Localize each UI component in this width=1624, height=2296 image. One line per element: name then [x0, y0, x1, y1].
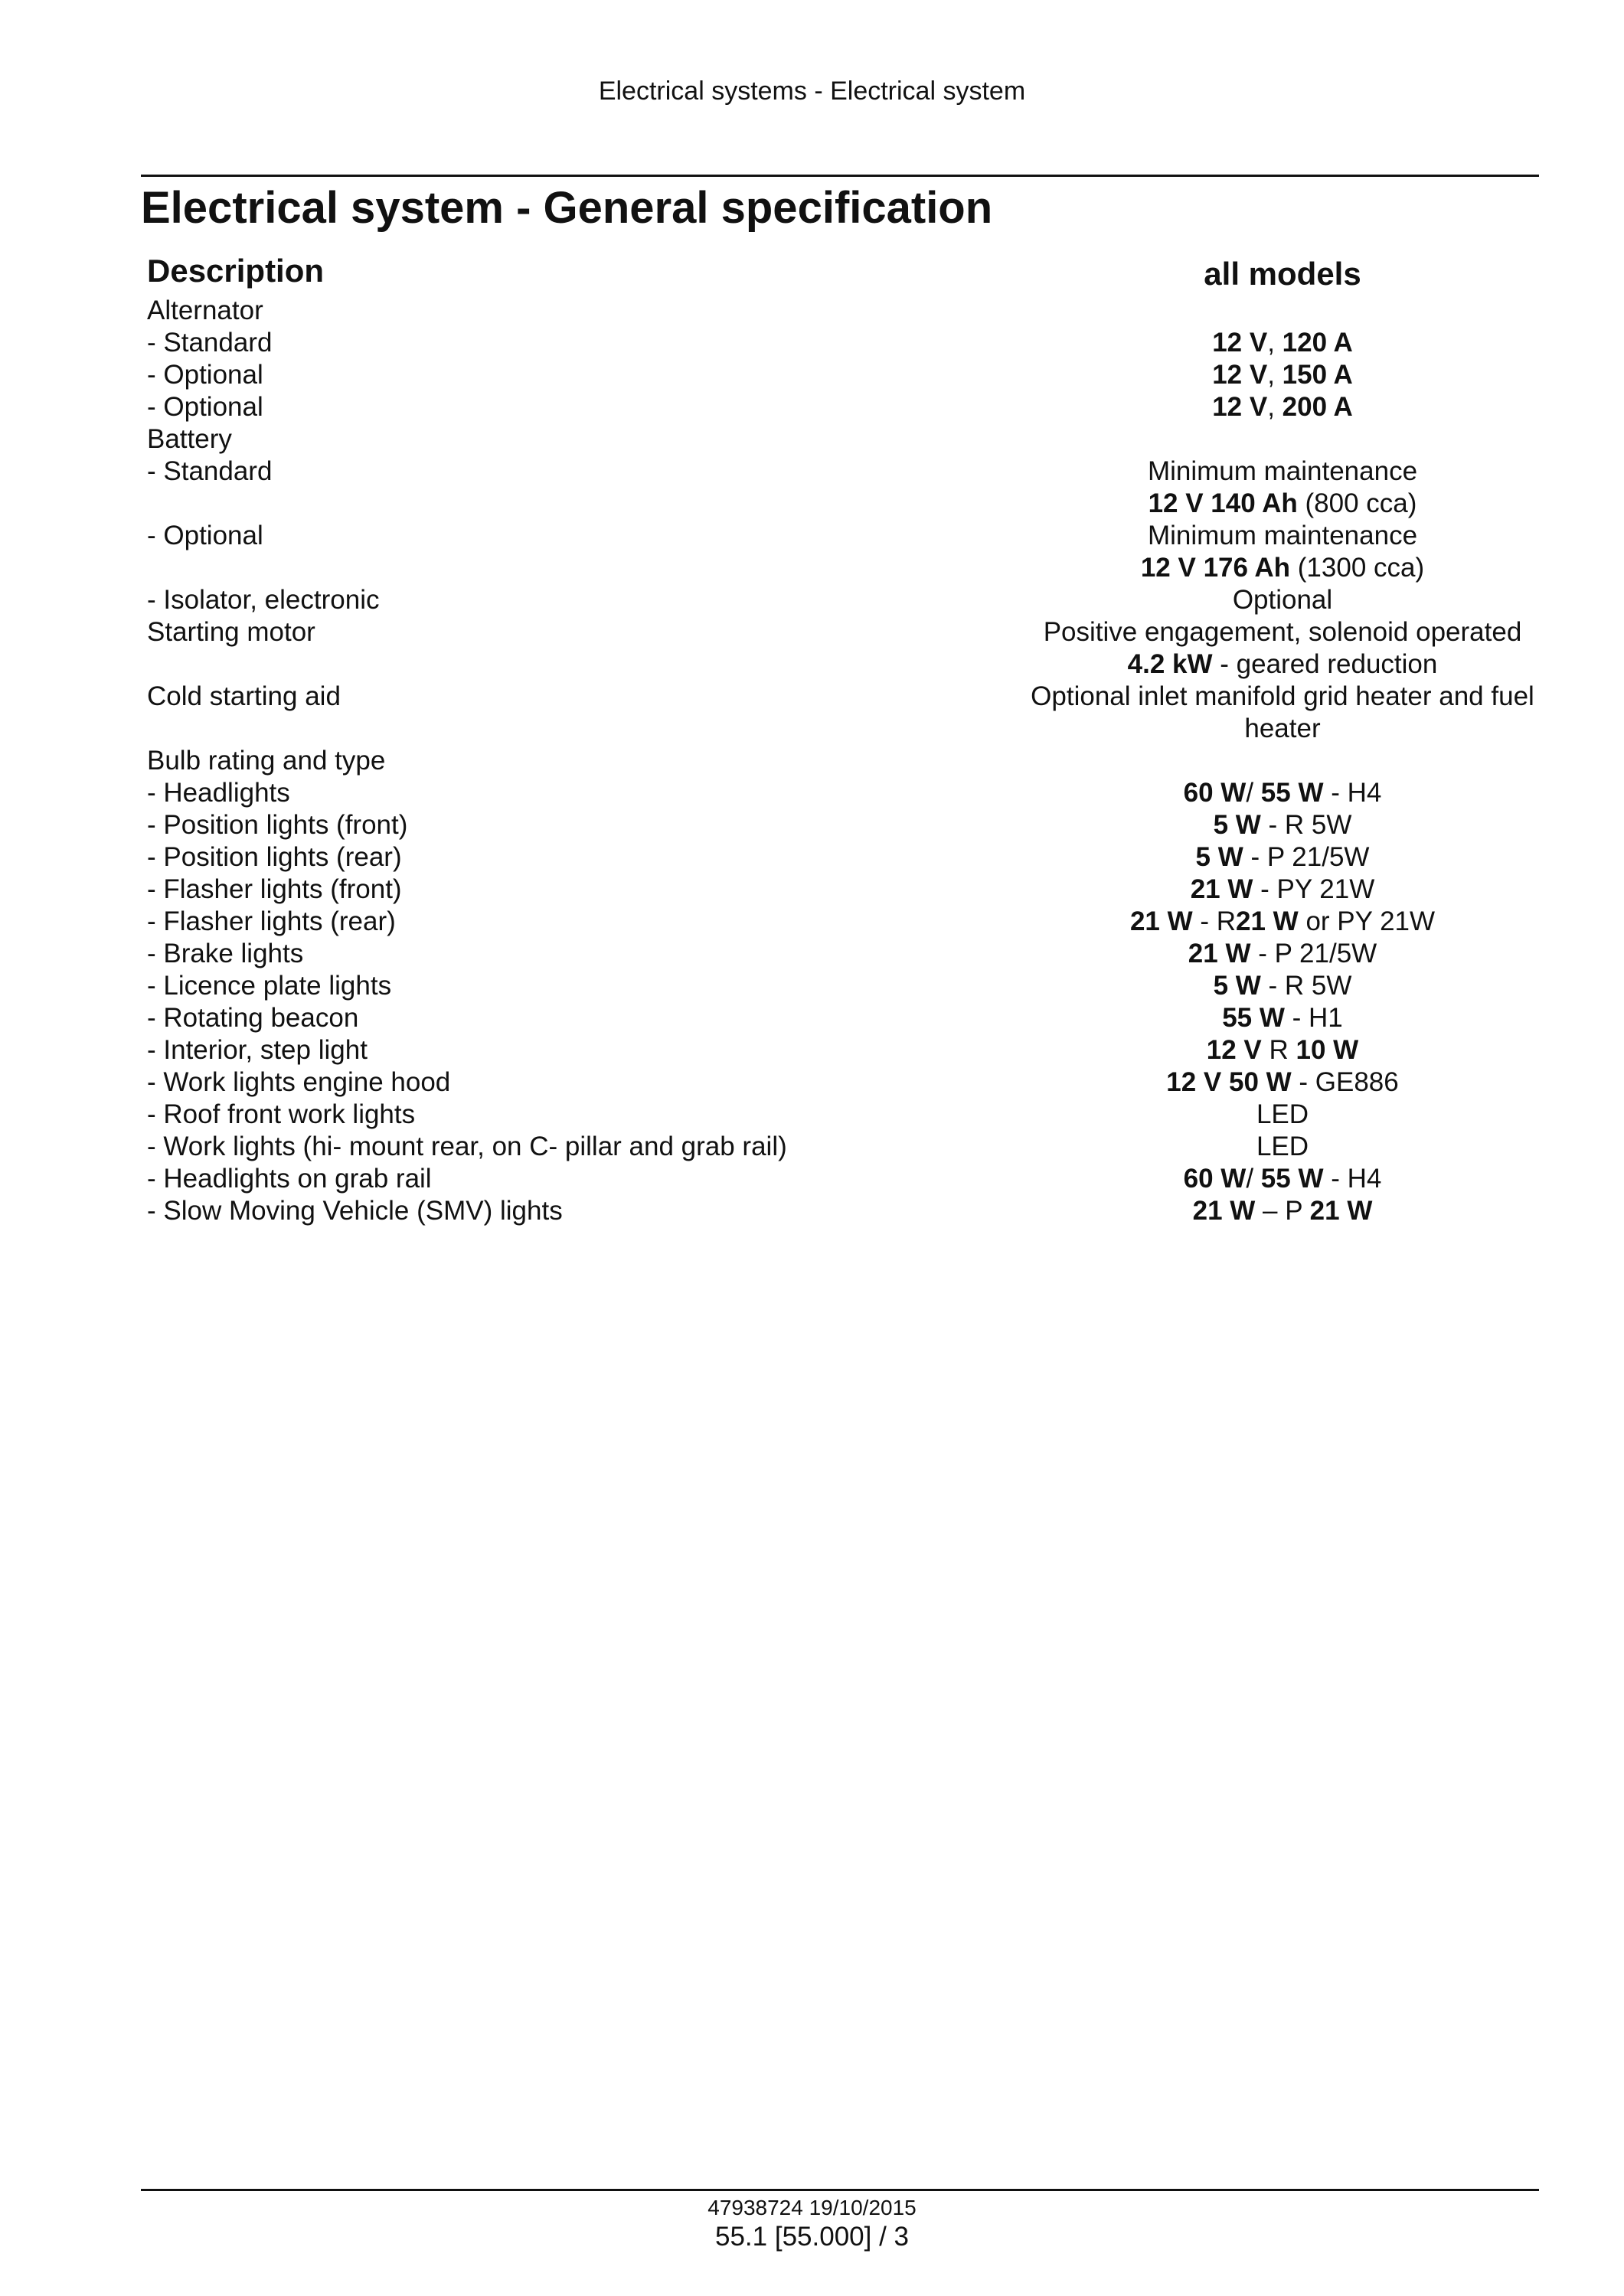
- value-segment: /: [1246, 778, 1261, 808]
- value-segment: Positive engagement, solenoid operated: [1043, 617, 1522, 647]
- row-description: - Headlights on grab rail: [147, 1164, 432, 1194]
- value-segment: (1300 cca): [1290, 553, 1425, 583]
- value-bold-segment: 21 W: [1236, 906, 1299, 936]
- row-value: [1020, 777, 1539, 809]
- row-description: - Brake lights: [147, 939, 304, 968]
- value-segment: ,: [1267, 392, 1283, 422]
- table-row: [141, 745, 1539, 777]
- row-description: - Licence plate lights: [147, 971, 392, 1001]
- value-bold-segment: 12 V 50 W: [1166, 1067, 1292, 1097]
- value-segment: - P 21/5W: [1250, 939, 1377, 968]
- row-value: [1020, 938, 1539, 970]
- page-reference: 55.1 [55.000] / 3: [715, 2222, 909, 2252]
- row-description: - Standard: [147, 456, 273, 486]
- value-line: [1026, 456, 1539, 488]
- value-segment: - H1: [1284, 1003, 1343, 1033]
- row-description: - Standard: [147, 328, 273, 358]
- row-value: [1020, 1131, 1539, 1163]
- document-code: 47938724 19/10/2015: [707, 2196, 917, 2219]
- row-value: [1020, 584, 1539, 616]
- value-line: [1026, 616, 1539, 648]
- value-line: [1026, 327, 1539, 359]
- table-row: [141, 681, 1539, 745]
- row-description: - Flasher lights (front): [147, 874, 402, 904]
- value-line: [1026, 488, 1539, 520]
- row-value: [1020, 1066, 1539, 1099]
- row-description: - Rotating beacon: [147, 1003, 359, 1033]
- row-value: [1020, 1034, 1539, 1066]
- row-description: - Work lights engine hood: [147, 1067, 451, 1097]
- table-row: [141, 841, 1539, 874]
- value-bold-segment: 12 V: [1212, 360, 1268, 390]
- row-description: - Optional: [147, 392, 263, 422]
- value-line: [1026, 391, 1539, 423]
- row-value: [1020, 1195, 1539, 1227]
- table-row: [141, 616, 1539, 681]
- value-segment: (800 cca): [1297, 488, 1417, 518]
- table-row: [141, 970, 1539, 1002]
- row-description: - Work lights (hi- mount rear, on C- pillar and grab rail): [147, 1132, 787, 1161]
- value-line: [1026, 648, 1539, 681]
- table-row: [141, 777, 1539, 809]
- table-row: [141, 1131, 1539, 1163]
- value-line: [1026, 1034, 1539, 1066]
- table-row: [141, 1002, 1539, 1034]
- specification-table: [141, 250, 1539, 1227]
- table-row: [141, 809, 1539, 841]
- row-description: - Optional: [147, 521, 263, 550]
- specification-table-body: [141, 295, 1539, 1227]
- row-description: - Position lights (front): [147, 810, 408, 840]
- value-bold-segment: 12 V 176 Ah: [1140, 553, 1291, 583]
- row-description: Battery: [147, 424, 232, 454]
- value-bold-segment: 55 W: [1260, 778, 1324, 808]
- value-segment: – P: [1255, 1196, 1310, 1226]
- value-segment: Minimum maintenance: [1147, 521, 1418, 550]
- row-value: [1020, 841, 1539, 874]
- row-description: Alternator: [147, 296, 263, 325]
- table-row: [141, 584, 1539, 616]
- value-segment: LED: [1256, 1132, 1309, 1161]
- value-segment: Minimum maintenance: [1147, 456, 1418, 486]
- row-description: Bulb rating and type: [147, 746, 386, 776]
- row-value: [1020, 970, 1539, 1002]
- value-line: [1026, 681, 1539, 713]
- table-header-row: [141, 250, 1539, 295]
- row-description: - Interior, step light: [147, 1035, 368, 1065]
- row-description: - Isolator, electronic: [147, 585, 380, 615]
- header-divider: [141, 175, 1539, 177]
- row-value: [1020, 874, 1539, 906]
- value-segment: - geared reduction: [1212, 649, 1438, 679]
- table-row: [141, 359, 1539, 391]
- row-value: [1020, 1002, 1539, 1034]
- row-value: [1020, 520, 1539, 584]
- value-bold-segment: 60 W: [1183, 778, 1247, 808]
- value-bold-segment: 21 W: [1188, 939, 1251, 968]
- value-line: [1026, 1195, 1539, 1227]
- value-line: [1026, 584, 1539, 616]
- value-line: [1026, 1131, 1539, 1163]
- value-bold-segment: 5 W: [1213, 971, 1261, 1001]
- value-segment: - R: [1192, 906, 1237, 936]
- running-header: Electrical systems - Electrical system: [598, 77, 1026, 106]
- row-value: [1020, 681, 1539, 745]
- table-row: [141, 295, 1539, 327]
- value-bold-segment: 4.2 kW: [1127, 649, 1213, 679]
- footer-divider: [141, 2189, 1539, 2191]
- value-line: [1026, 841, 1539, 874]
- value-bold-segment: 5 W: [1213, 810, 1261, 840]
- value-segment: - H4: [1323, 778, 1382, 808]
- value-line: [1026, 520, 1539, 552]
- row-value: [1020, 809, 1539, 841]
- value-line: [1026, 713, 1539, 745]
- row-value: [1020, 423, 1539, 456]
- value-bold-segment: 10 W: [1296, 1035, 1359, 1065]
- table-row: [141, 391, 1539, 423]
- value-line: [1026, 777, 1539, 809]
- value-line: [1026, 970, 1539, 1002]
- value-line: [1026, 874, 1539, 906]
- value-bold-segment: 200 A: [1282, 392, 1353, 422]
- value-segment: ,: [1267, 328, 1283, 358]
- row-value: [1020, 391, 1539, 423]
- table-row: [141, 423, 1539, 456]
- value-segment: - R 5W: [1260, 810, 1352, 840]
- value-bold-segment: 21 W: [1309, 1196, 1373, 1226]
- row-value: [1020, 745, 1539, 777]
- value-segment: heater: [1244, 714, 1321, 743]
- value-line: [1026, 938, 1539, 970]
- value-bold-segment: 21 W: [1190, 874, 1253, 904]
- table-row: [141, 874, 1539, 906]
- value-line: [1026, 906, 1539, 938]
- value-line: [1026, 1163, 1539, 1195]
- column-header-description: Description: [147, 253, 325, 289]
- value-bold-segment: 12 V 140 Ah: [1148, 488, 1298, 518]
- row-description: Cold starting aid: [147, 681, 341, 711]
- table-row: [141, 1066, 1539, 1099]
- value-segment: /: [1246, 1164, 1261, 1194]
- row-description: - Optional: [147, 360, 263, 390]
- value-segment: Optional inlet manifold grid heater and fuel: [1031, 681, 1534, 711]
- value-bold-segment: 12 V: [1212, 328, 1268, 358]
- row-value: [1020, 359, 1539, 391]
- table-row: [141, 1163, 1539, 1195]
- row-value: [1020, 906, 1539, 938]
- value-bold-segment: 12 V: [1212, 392, 1268, 422]
- value-line: [1026, 1066, 1539, 1099]
- value-bold-segment: 60 W: [1183, 1164, 1247, 1194]
- row-value: [1020, 616, 1539, 681]
- column-header-all-models: all models: [1204, 256, 1361, 292]
- value-bold-segment: 55 W: [1222, 1003, 1285, 1033]
- table-row: [141, 327, 1539, 359]
- value-bold-segment: 5 W: [1195, 842, 1243, 872]
- value-line: [1026, 809, 1539, 841]
- table-row: [141, 906, 1539, 938]
- table-row: [141, 1099, 1539, 1131]
- row-description: - Position lights (rear): [147, 842, 402, 872]
- page-title: Electrical system - General specification: [141, 183, 993, 233]
- table-row: [141, 520, 1539, 584]
- value-segment: - GE886: [1291, 1067, 1399, 1097]
- value-segment: R: [1261, 1035, 1296, 1065]
- value-bold-segment: 21 W: [1129, 906, 1193, 936]
- value-bold-segment: 55 W: [1260, 1164, 1324, 1194]
- row-value: [1020, 295, 1539, 327]
- value-segment: - H4: [1323, 1164, 1382, 1194]
- row-value: [1020, 456, 1539, 520]
- value-segment: - PY 21W: [1253, 874, 1375, 904]
- row-value: [1020, 1099, 1539, 1131]
- row-description: - Headlights: [147, 778, 290, 808]
- row-value: [1020, 327, 1539, 359]
- value-bold-segment: 120 A: [1282, 328, 1353, 358]
- table-row: [141, 1195, 1539, 1227]
- value-bold-segment: 150 A: [1282, 360, 1353, 390]
- value-segment: - P 21/5W: [1243, 842, 1370, 872]
- value-line: [1026, 1099, 1539, 1131]
- table-row: [141, 456, 1539, 520]
- row-description: Starting motor: [147, 617, 315, 647]
- row-description: - Flasher lights (rear): [147, 906, 396, 936]
- value-segment: Optional: [1232, 585, 1333, 615]
- row-description: - Roof front work lights: [147, 1099, 416, 1129]
- value-bold-segment: 12 V: [1206, 1035, 1262, 1065]
- value-segment: ,: [1267, 360, 1283, 390]
- table-row: [141, 938, 1539, 970]
- table-row: [141, 1034, 1539, 1066]
- row-value: [1020, 1163, 1539, 1195]
- value-segment: - R 5W: [1260, 971, 1352, 1001]
- value-segment: or PY 21W: [1298, 906, 1436, 936]
- value-line: [1026, 1002, 1539, 1034]
- value-line: [1026, 359, 1539, 391]
- row-description: - Slow Moving Vehicle (SMV) lights: [147, 1196, 563, 1226]
- value-bold-segment: 21 W: [1192, 1196, 1256, 1226]
- value-segment: LED: [1256, 1099, 1309, 1129]
- value-line: [1026, 552, 1539, 584]
